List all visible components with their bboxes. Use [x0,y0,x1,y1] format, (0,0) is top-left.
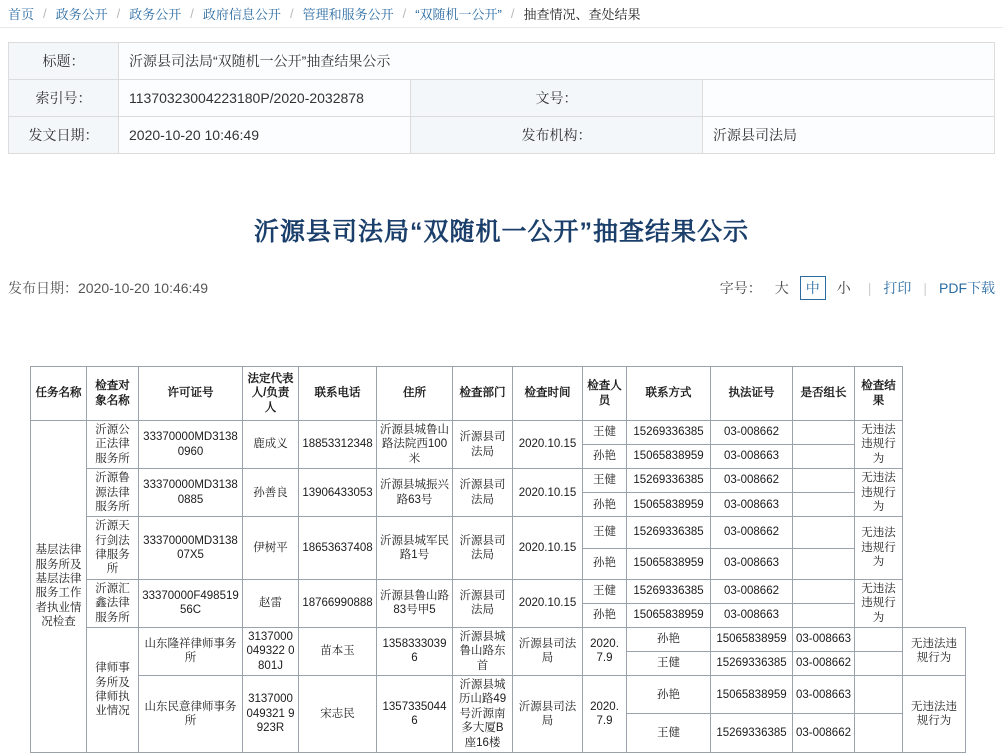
cell-inspector-name: 孙艳 [583,445,627,469]
meta-label-org: 发布机构： [411,117,703,154]
cell-inspector-name: 孙艳 [583,548,627,579]
breadcrumb-separator: / [402,6,407,21]
column-header-phone: 联系电话 [299,367,377,421]
page-title: 沂源县司法局“双随机一公开”抽查结果公示 [253,218,749,246]
column-header-license: 许可证号 [139,367,243,421]
cell-inspector-name: 孙艳 [583,603,627,627]
cell-address: 沂源县城历山路49号沂源南多大厦B座16楼 [453,676,513,753]
cell-date: 2020.7.9 [583,676,627,753]
table-row [31,421,966,445]
cell-result: 无违法违规行为 [903,676,966,753]
breadcrumb-separator: / [510,6,515,21]
fontsize-medium-button[interactable]: 中 [800,276,826,300]
cell-representative: 鹿成义 [243,421,299,469]
cell-is-leader [793,603,855,627]
cell-address: 沂源县城军民路1号 [377,517,453,580]
column-header-cert: 执法证号 [711,367,793,421]
cell-inspector-cert: 03-008662 [793,651,855,675]
breadcrumb-separator: / [289,6,294,21]
meta-value-date: 2020-10-20 10:46:49 [119,117,411,154]
breadcrumb-item-1[interactable]: 政务公开 [55,7,108,22]
breadcrumb-item-2[interactable]: 政务公开 [129,7,182,22]
cell-inspector-cert: 03-008662 [711,517,793,548]
cell-inspector-name: 王健 [627,714,711,752]
cell-result: 无违法违规行为 [855,579,903,627]
print-button[interactable]: 打印 [883,280,912,296]
meta-row-title [9,43,995,80]
meta-value-org: 沂源县司法局 [703,117,995,154]
cell-inspector-name: 王健 [583,517,627,548]
cell-entity-name: 山东民意律师事务所 [139,676,243,753]
column-header-address: 住所 [377,367,453,421]
article-toolbar [8,276,995,300]
pdf-download-button[interactable]: PDF下载 [939,280,995,296]
cell-representative: 伊树平 [243,517,299,580]
meta-row-index [9,80,995,117]
cell-phone: 13573350446 [377,676,453,753]
cell-entity-name: 沂源鲁源法律服务所 [87,469,139,517]
cell-inspector-contact: 15269336385 [711,714,793,752]
cell-inspector-cert: 03-008663 [793,627,855,651]
cell-date: 2020.10.15 [513,517,583,580]
cell-address: 沂源县鲁山路83号甲5 [377,579,453,627]
cell-is-leader [793,548,855,579]
cell-representative: 赵雷 [243,579,299,627]
breadcrumb-item-3[interactable]: 政府信息公开 [202,7,281,22]
column-header-rep: 法定代表人/负责人 [243,367,299,421]
cell-license: 33370000MD31380960 [139,421,243,469]
breadcrumb-separator: / [190,6,194,21]
cell-phone: 18853312348 [299,421,377,469]
cell-task-name: 基层法律服务所及基层法律服务工作者执业情况检查 [31,421,87,753]
table-row [31,627,966,651]
meta-value-docno [703,80,995,117]
cell-entity-name: 沂源汇鑫法律服务所 [87,579,139,627]
cell-phone: 13906433053 [299,469,377,517]
cell-entity-name: 沂源公正法律服务所 [87,421,139,469]
cell-inspector-contact: 15269336385 [627,579,711,603]
cell-department: 沂源县司法局 [453,469,513,517]
cell-inspector-cert: 03-008663 [793,676,855,714]
column-header-entity: 检查对象名称 [87,367,139,421]
cell-inspector-contact: 15065838959 [627,603,711,627]
cell-result: 无违法违规行为 [903,627,966,675]
publish-date-value: 2020-10-20 10:46:49 [78,280,208,296]
cell-license: 3137000049322 0801J [243,627,299,675]
fontsize-small-button[interactable]: 小 [836,280,851,296]
cell-inspector-contact: 15065838959 [711,676,793,714]
cell-inspector-contact: 15065838959 [711,627,793,651]
meta-row-date [9,117,995,154]
inspection-table-container [30,366,970,753]
cell-inspector-cert: 03-008663 [711,493,793,517]
cell-department: 沂源县司法局 [453,579,513,627]
cell-inspector-name: 王健 [583,469,627,493]
cell-is-leader [855,627,903,651]
cell-inspector-cert: 03-008663 [711,445,793,469]
cell-is-leader [793,445,855,469]
cell-inspector-cert: 03-008662 [793,714,855,752]
cell-department: 沂源县司法局 [453,421,513,469]
cell-is-leader [793,579,855,603]
cell-inspector-name: 孙艳 [583,493,627,517]
cell-license: 33370000MD31380885 [139,469,243,517]
cell-is-leader [793,421,855,445]
cell-inspector-contact: 15065838959 [627,493,711,517]
table-header-row [31,367,966,421]
publish-date-block [8,278,720,298]
cell-representative: 苗本玉 [299,627,377,675]
cell-is-leader [855,651,903,675]
cell-representative: 宋志民 [299,676,377,753]
cell-result: 无违法违规行为 [855,469,903,517]
meta-label-index: 索引号： [9,80,119,117]
cell-is-leader [793,493,855,517]
cell-phone: 18766990888 [299,579,377,627]
cell-inspector-cert: 03-008663 [711,603,793,627]
breadcrumb-separator: / [116,6,121,21]
meta-value-index: 11370323004223180P/2020-2032878 [119,80,411,117]
cell-date: 2020.10.15 [513,579,583,627]
cell-address: 沂源县城鲁山路法院西100米 [377,421,453,469]
column-header-task: 任务名称 [31,367,87,421]
table-row [31,676,966,714]
inspection-results-table [30,366,966,753]
cell-inspector-cert: 03-008663 [711,548,793,579]
cell-department: 沂源县司法局 [513,627,583,675]
breadcrumb-item-5[interactable]: “双随机一公开” [415,7,502,22]
cell-license: 33370000F49851956C [139,579,243,627]
meta-label-date: 发文日期： [9,117,119,154]
meta-label-title: 标题： [9,43,119,80]
column-header-date: 检查时间 [513,367,583,421]
cell-is-leader [793,517,855,548]
column-header-inspector: 检查人员 [583,367,627,421]
cell-address: 沂源县城鲁山路东首 [453,627,513,675]
cell-is-leader [855,714,903,752]
cell-result: 无违法违规行为 [855,517,903,580]
cell-inspector-contact: 15065838959 [627,445,711,469]
breadcrumb-item-6: 抽查情况、查处结果 [523,7,641,22]
cell-department: 沂源县司法局 [453,517,513,580]
fontsize-large-button[interactable]: 大 [774,280,789,296]
cell-department: 沂源县司法局 [513,676,583,753]
fontsize-label: 字号： [719,280,762,296]
cell-entity-name: 山东隆祥律师事务所 [139,627,243,675]
cell-result: 无违法违规行为 [855,421,903,469]
column-header-leader: 是否组长 [793,367,855,421]
cell-date: 2020.10.15 [513,421,583,469]
cell-date: 2020.7.9 [583,627,627,675]
cell-phone: 18653637408 [299,517,377,580]
cell-address: 沂源县城振兴路63号 [377,469,453,517]
cell-is-leader [855,676,903,714]
cell-license: 33370000MD313807X5 [139,517,243,580]
cell-inspector-name: 孙艳 [627,676,711,714]
cell-inspector-contact: 15269336385 [711,651,793,675]
cell-inspector-cert: 03-008662 [711,579,793,603]
cell-inspector-name: 王健 [627,651,711,675]
document-meta [8,42,995,154]
table-row [31,517,966,548]
column-header-dept: 检查部门 [453,367,513,421]
cell-license: 3137000049321 9923R [243,676,299,753]
table-row [31,469,966,493]
cell-is-leader [793,469,855,493]
cell-inspector-cert: 03-008662 [711,421,793,445]
breadcrumb-item-4[interactable]: 管理和服务公开 [302,7,394,22]
cell-representative: 孙善良 [243,469,299,517]
cell-inspector-name: 王健 [583,579,627,603]
breadcrumb-separator: / [43,6,47,21]
breadcrumb-item-0[interactable]: 首页 [8,7,35,22]
toolbar-divider: | [923,280,927,296]
cell-inspector-name: 王健 [583,421,627,445]
document-meta-table [8,42,995,154]
cell-inspector-contact: 15269336385 [627,421,711,445]
breadcrumb [0,0,1003,28]
cell-inspector-name: 孙艳 [627,627,711,651]
cell-date: 2020.10.15 [513,469,583,517]
cell-inspector-cert: 03-008662 [711,469,793,493]
cell-phone: 13583330396 [377,627,453,675]
column-header-contact: 联系方式 [627,367,711,421]
toolbar-divider: | [867,280,872,296]
column-header-result: 检查结果 [855,367,903,421]
cell-entity-name: 沂源天行剑法律服务所 [87,517,139,580]
table-row [31,579,966,603]
cell-inspector-contact: 15065838959 [627,548,711,579]
cell-task-name: 律师事务所及律师执业情况 [87,627,139,752]
meta-value-title: 沂源县司法局“双随机一公开”抽查结果公示 [119,43,995,80]
cell-inspector-contact: 15269336385 [627,469,711,493]
cell-inspector-contact: 15269336385 [627,517,711,548]
meta-label-docno: 文号： [411,80,703,117]
publish-date-label: 发布日期： [8,280,78,296]
